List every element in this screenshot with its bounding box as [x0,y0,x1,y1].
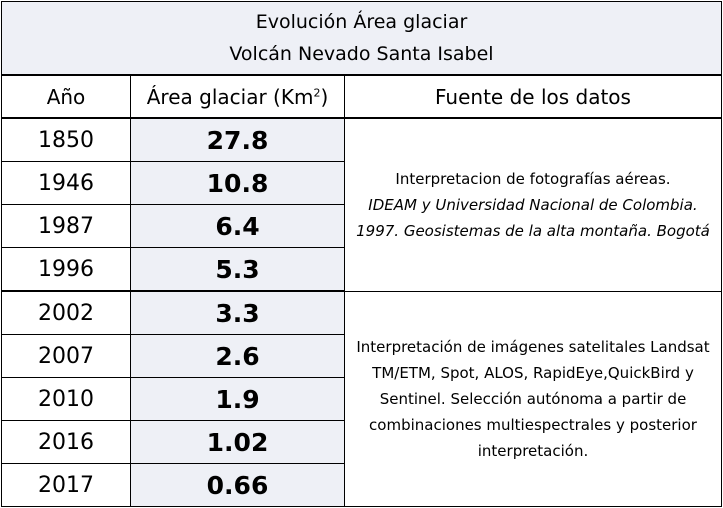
area-cell: 5.3 [131,248,345,292]
header-row [2,75,722,118]
header-area-superscript: 2 [313,85,321,99]
table-title-row [2,2,722,76]
header-year: Año [2,75,131,118]
area-cell: 0.66 [131,464,345,507]
table-row [2,118,722,162]
year-cell: 1946 [2,162,131,205]
glacier-area-table [1,1,722,507]
area-cell: 6.4 [131,205,345,248]
area-cell: 2.6 [131,335,345,378]
title-line-1: Evolución Área glaciar [255,11,468,33]
year-cell: 2016 [2,421,131,464]
area-cell: 3.3 [131,291,345,335]
header-area-label: Área glaciar (Km [146,84,314,109]
header-area [131,75,345,118]
year-cell: 2002 [2,291,131,335]
header-source: Fuente de los datos [345,75,722,118]
table-row [2,291,722,335]
area-cell: 1.9 [131,378,345,421]
year-cell: 2007 [2,335,131,378]
area-cell: 1.02 [131,421,345,464]
year-cell: 1850 [2,118,131,162]
source-citation: IDEAM y Universidad Nacional de Colombia. 1997. Geosistemas de la alta montaña. Bogotá [356,195,710,240]
header-area-close: ) [320,84,329,109]
area-cell: 27.8 [131,118,345,162]
source-cell-photographs [345,118,722,291]
year-cell: 2010 [2,378,131,421]
year-cell: 1996 [2,248,131,292]
area-cell: 10.8 [131,162,345,205]
source-satellite-text: Interpretación de imágenes satelitales Landsat TM/ETM, Spot, ALOS, RapidEye,QuickBird y Sentinel. Selección autónoma a partir de combinaciones multiespectrales y posterior interpretación. [356,337,710,460]
source-plain-text: Interpretacion de fotografías aéreas. [395,169,671,188]
year-cell: 1987 [2,205,131,248]
table-title [2,2,722,76]
source-cell-satellite [345,291,722,507]
year-cell: 2017 [2,464,131,507]
title-line-2: Volcán Nevado Santa Isabel [229,43,494,65]
